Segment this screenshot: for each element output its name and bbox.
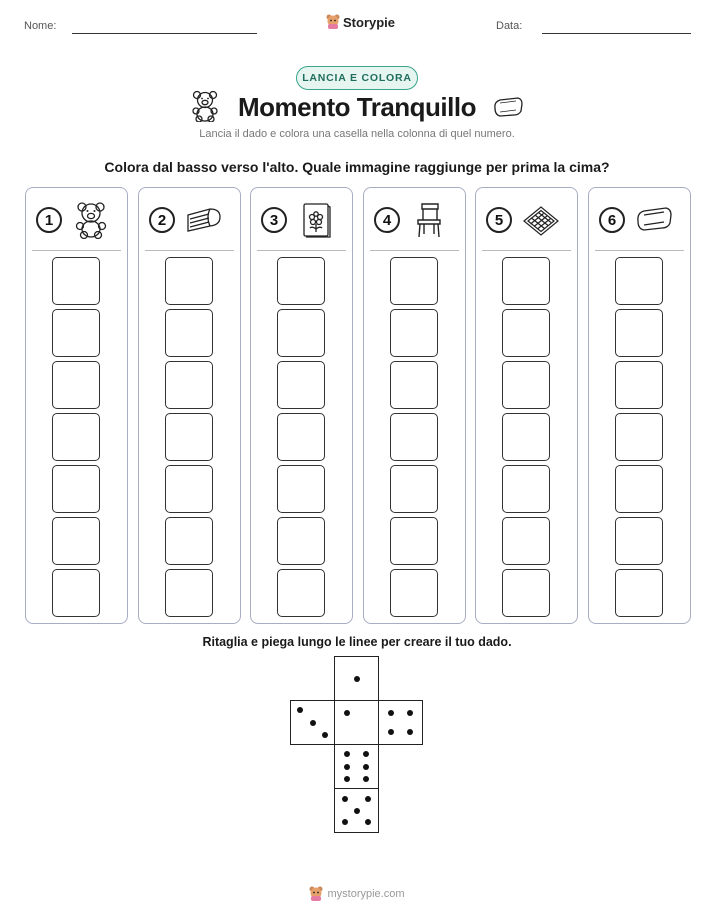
footer-url[interactable]: mystorypie.com: [327, 888, 405, 900]
color-cell[interactable]: [277, 361, 325, 409]
column-header: [139, 188, 240, 250]
color-cell[interactable]: [390, 309, 438, 357]
pip: [297, 707, 303, 713]
color-cell[interactable]: [390, 361, 438, 409]
column-header: [26, 188, 127, 250]
name-label: Nome:: [24, 20, 57, 32]
color-cell[interactable]: [502, 569, 550, 617]
brand-logo: [326, 14, 395, 30]
color-cell[interactable]: [615, 569, 663, 617]
pip: [407, 729, 413, 735]
pillow-icon: [492, 96, 524, 118]
column-header: [589, 188, 690, 250]
storypie-logo-icon: [326, 14, 340, 30]
pip: [388, 729, 394, 735]
color-cell[interactable]: [277, 569, 325, 617]
column-header: [476, 188, 577, 250]
column-1: [25, 187, 128, 624]
pip: [407, 710, 413, 716]
pip: [354, 676, 360, 682]
date-label: Data:: [496, 20, 523, 32]
rug-icon: [521, 201, 561, 239]
column-header: [251, 188, 352, 250]
color-cell[interactable]: [165, 465, 213, 513]
column-divider: [145, 250, 234, 251]
color-cell[interactable]: [502, 361, 550, 409]
page-title: Momento Tranquillo: [238, 92, 476, 122]
color-cell[interactable]: [502, 413, 550, 461]
pip: [363, 751, 369, 757]
instruction-text: Colora dal basso verso l'alto. Quale immagine raggiunge per prima la cima?: [104, 159, 610, 175]
column-3: [250, 187, 353, 624]
color-cell[interactable]: [52, 413, 100, 461]
color-cell[interactable]: [165, 569, 213, 617]
pip: [344, 764, 350, 770]
die-face-3: [290, 700, 335, 745]
teddy-bear-icon: [71, 201, 111, 239]
column-divider: [257, 250, 346, 251]
pip: [344, 751, 350, 757]
color-cell[interactable]: [277, 517, 325, 565]
color-cell[interactable]: [390, 465, 438, 513]
die-face-1: [334, 700, 379, 745]
color-cell[interactable]: [277, 413, 325, 461]
color-cell[interactable]: [52, 309, 100, 357]
color-cell[interactable]: [390, 517, 438, 565]
color-cell[interactable]: [390, 569, 438, 617]
storypie-logo-icon: [309, 886, 323, 902]
color-cell[interactable]: [52, 569, 100, 617]
activity-badge: LANCIA E COLORA: [296, 66, 418, 90]
color-cell[interactable]: [165, 257, 213, 305]
column-divider: [370, 250, 459, 251]
color-cell[interactable]: [502, 517, 550, 565]
color-cell[interactable]: [502, 257, 550, 305]
column-4: [363, 187, 466, 624]
color-cell[interactable]: [52, 465, 100, 513]
pip: [344, 710, 350, 716]
color-cell[interactable]: [277, 465, 325, 513]
footer: [0, 886, 714, 902]
pip: [342, 796, 348, 802]
column-number: 6: [599, 207, 625, 233]
color-cell[interactable]: [502, 309, 550, 357]
color-cell[interactable]: [615, 465, 663, 513]
column-5: [475, 187, 578, 624]
pip: [365, 819, 371, 825]
die-face-1: [334, 656, 379, 701]
pip: [363, 764, 369, 770]
pillow-icon: [634, 201, 674, 239]
color-cell[interactable]: [615, 257, 663, 305]
book-icon: [296, 201, 336, 239]
column-divider: [595, 250, 684, 251]
color-cell[interactable]: [165, 361, 213, 409]
pip: [365, 796, 371, 802]
column-number: 3: [261, 207, 287, 233]
color-cell[interactable]: [615, 517, 663, 565]
name-line: [72, 33, 257, 34]
pip: [344, 776, 350, 782]
column-6: [588, 187, 691, 624]
color-cell[interactable]: [165, 413, 213, 461]
color-cell[interactable]: [52, 257, 100, 305]
color-cell[interactable]: [52, 361, 100, 409]
color-cell[interactable]: [165, 309, 213, 357]
color-cell[interactable]: [277, 257, 325, 305]
column-number: 4: [374, 207, 400, 233]
color-cell[interactable]: [52, 517, 100, 565]
blanket-icon: [184, 201, 224, 239]
column-divider: [32, 250, 121, 251]
pip: [310, 720, 316, 726]
pip: [342, 819, 348, 825]
column-2: [138, 187, 241, 624]
page-subtitle: Lancia il dado e colora una casella nella colonna di quel numero.: [199, 128, 515, 140]
die-face-4: [378, 700, 423, 745]
color-cell[interactable]: [615, 413, 663, 461]
cut-instruction: Ritaglia e piega lungo le linee per creare il tuo dado.: [202, 635, 512, 649]
date-line: [542, 33, 691, 34]
color-cell[interactable]: [615, 361, 663, 409]
column-number: 2: [149, 207, 175, 233]
die-face-5: [334, 788, 379, 833]
column-divider: [482, 250, 571, 251]
column-number: 5: [486, 207, 512, 233]
column-number: 1: [36, 207, 62, 233]
color-cell[interactable]: [277, 309, 325, 357]
pip: [388, 710, 394, 716]
brand-name: Storypie: [343, 14, 396, 30]
column-header: [364, 188, 465, 250]
die-face-6: [334, 744, 379, 789]
pip: [363, 776, 369, 782]
color-cell[interactable]: [615, 309, 663, 357]
chair-icon: [409, 201, 449, 239]
pip: [322, 732, 328, 738]
color-cell[interactable]: [390, 257, 438, 305]
pip: [354, 808, 360, 814]
color-cell[interactable]: [165, 517, 213, 565]
color-cell[interactable]: [390, 413, 438, 461]
color-cell[interactable]: [502, 465, 550, 513]
